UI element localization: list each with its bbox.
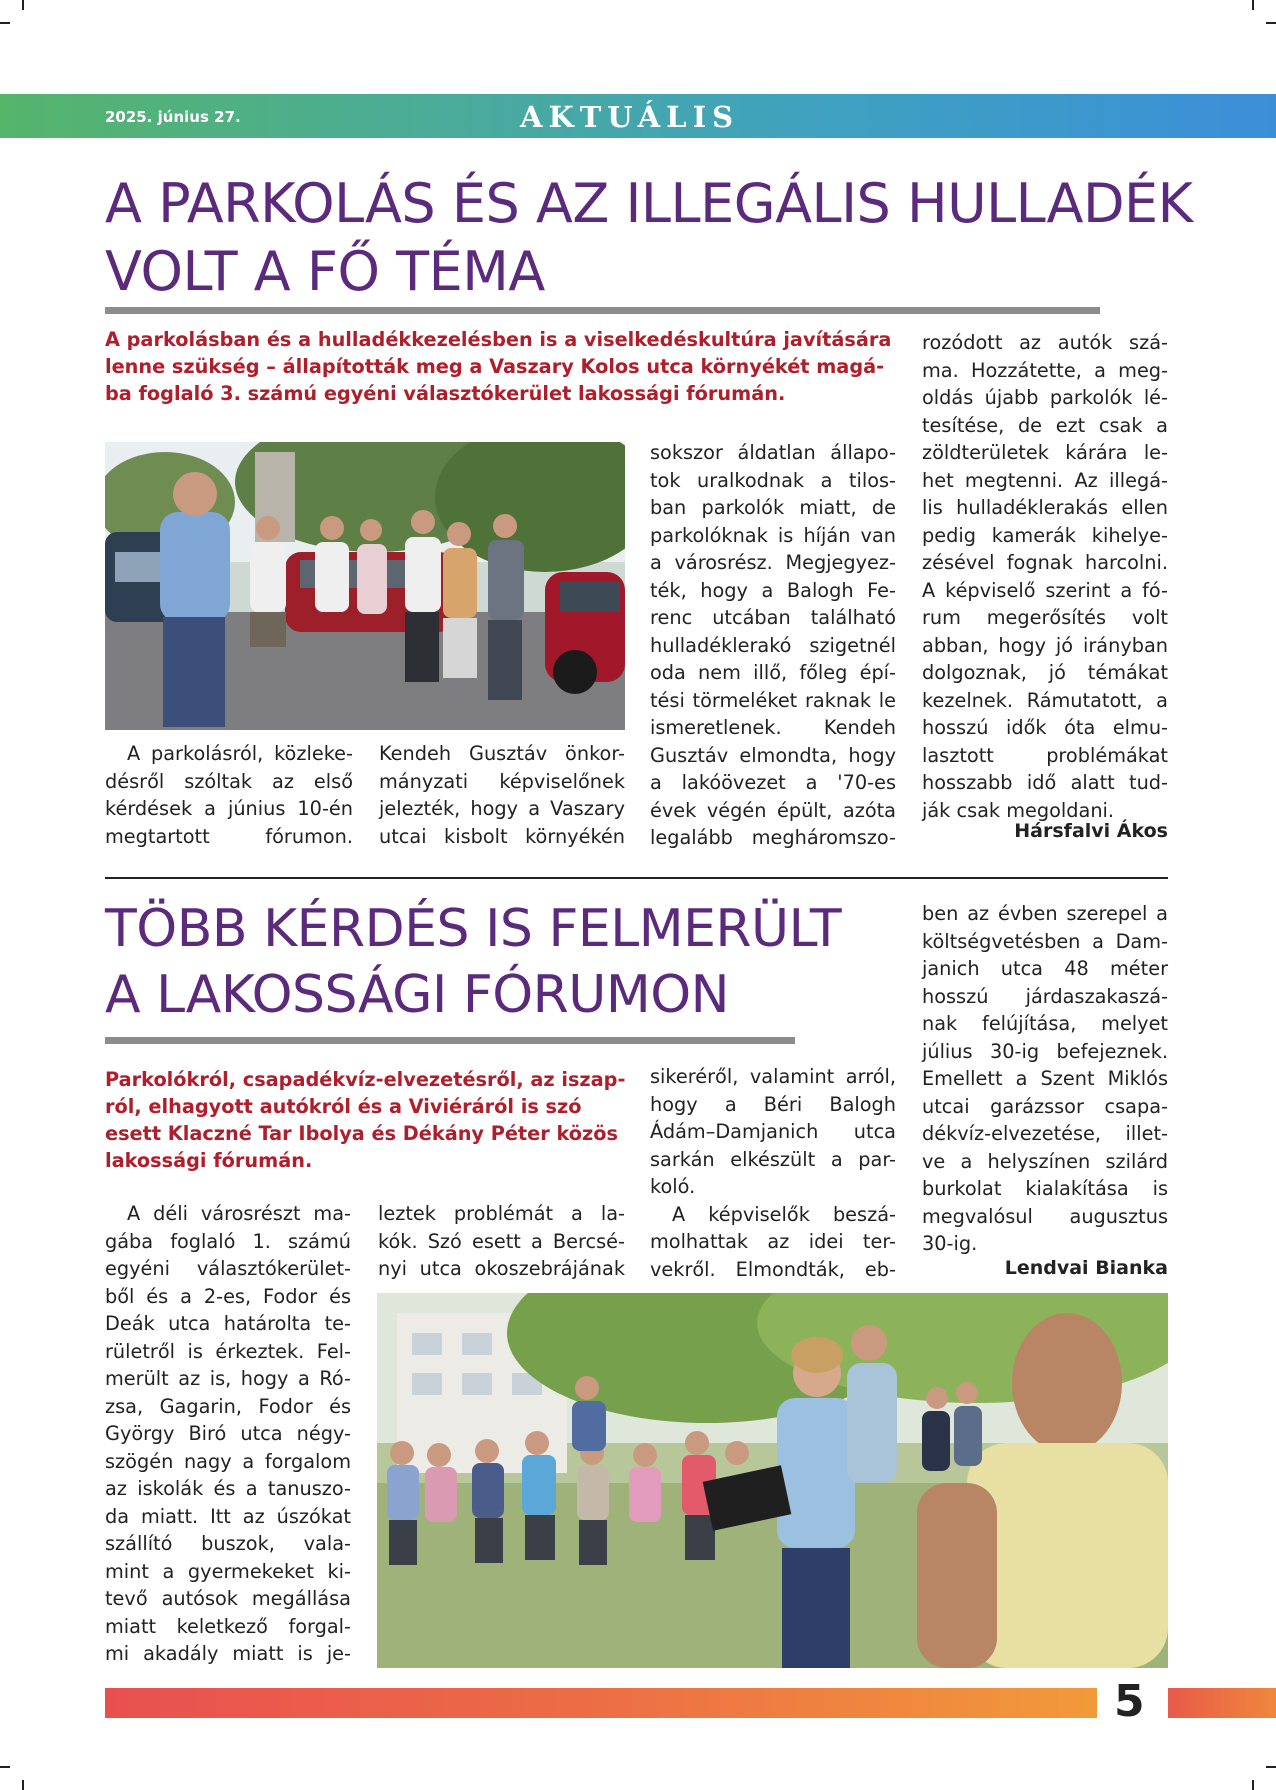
text-line: július 30-ig befejeznek. (922, 1039, 1168, 1063)
text-line: A parkolásról, közleke- (127, 742, 353, 765)
text-line: hulladéklerakó szigetnél (650, 633, 896, 657)
photo-forum-parking (105, 442, 625, 730)
crop-mark-bottom-left (0, 1766, 10, 1768)
text-line: dékvíz-elvezetése, illet- (922, 1122, 1168, 1145)
text-line: sokszor áldatlan állapo- (650, 441, 896, 464)
article2-column-3 (650, 1063, 896, 1283)
article2-column-4 (922, 900, 1168, 1258)
article1-lead (105, 326, 895, 407)
section-title: AKTUÁLIS (520, 100, 740, 134)
text-line: het megtenni. Az illegá- (922, 468, 1168, 492)
text-line: legalább megháromszo- (650, 826, 896, 849)
text-line: renc utcában található (650, 606, 896, 629)
text-line: A déli városrészt ma- (127, 1202, 351, 1225)
text-line: rületről is érkeztek. Fel- (105, 1339, 351, 1363)
text-line: hogy a Béri Balogh (650, 1092, 896, 1116)
crop-mark-bottom-left-v (22, 1780, 24, 1790)
text-line: szállító buszok, vala- (105, 1532, 351, 1555)
text-line: mi akadály miatt is je- (105, 1642, 351, 1665)
text-line: a városrész. Megjegyez- (650, 551, 896, 574)
article2-headline-line: A LAKOSSÁGI FÓRUMON (105, 965, 730, 1025)
text-line: hosszabb idő alatt tud- (922, 771, 1168, 794)
article2-column-2 (378, 1200, 625, 1283)
article2-headline (105, 896, 841, 1028)
text-line: költségvetésben a Dam- (922, 929, 1168, 953)
crop-mark-top-left (0, 22, 10, 24)
crop-mark-bottom-right-v (1252, 1780, 1254, 1790)
text-line: Deák utca határolta te- (105, 1312, 351, 1335)
text-line: koló. (650, 1175, 696, 1198)
lead-line: A parkolásban és a hulladékkezelésben is a viselkedéskultúra javítására (105, 328, 892, 351)
text-line: dolgoznak, jó témákat (922, 661, 1168, 684)
text-line: tési törmeléket raknak le (650, 688, 896, 712)
text-line: oldás újabb parkolók lé- (922, 386, 1168, 409)
text-line: merült az is, hogy a Ró- (105, 1367, 351, 1390)
text-line: az iskolák és a tanuszo- (105, 1477, 351, 1500)
text-line: tesítése, de ezt csak a (922, 413, 1168, 437)
text-line: tevő autósok megállása (105, 1587, 351, 1610)
text-line: a lakóövezet a '70-es (650, 771, 896, 794)
lead-line: ba foglaló 3. számú egyéni választókerület lakossági fórumán. (105, 382, 786, 405)
text-line: désről szóltak az első (105, 769, 353, 793)
article1-title-rule (105, 307, 1100, 314)
text-line: utcai kisbolt környékén (379, 824, 625, 848)
text-line: pedig kamerák kihelye- (922, 523, 1168, 547)
crop-mark-bottom-right (1266, 1766, 1276, 1768)
article1-column-4 (922, 329, 1168, 824)
text-line: miatt keletkező forgal- (105, 1614, 351, 1638)
text-line: ték, hogy a Balogh Fe- (650, 578, 896, 602)
article1-author: Hársfalvi Ákos (1014, 820, 1168, 842)
text-line: zöldterületek kárára le- (922, 441, 1168, 464)
text-line: mint a gyermekeket ki- (105, 1559, 351, 1583)
text-line: A képviselő szerint a fó- (922, 578, 1168, 602)
text-line: ismeretlenek. Kendeh (650, 716, 896, 739)
text-line: parkolóknak is híján van (650, 523, 896, 547)
text-line: oda nem illő, főleg épí- (650, 661, 896, 684)
lead-line: Parkolókról, csapadékvíz-elvezetésről, az iszap- (105, 1068, 626, 1091)
text-line: kók. Szó esett a Bercsé- (378, 1229, 625, 1253)
article1-column-2 (379, 740, 625, 850)
text-line: lis hulladéklerakás ellen (922, 496, 1168, 519)
article1-headline-line: VOLT A FŐ TÉMA (105, 240, 545, 303)
text-line: György Biró utca négy- (105, 1422, 351, 1445)
text-line: gába foglaló 1. számú (105, 1229, 351, 1253)
lead-line: esett Klaczné Tar Ibolya és Dékány Péter közös (105, 1122, 618, 1145)
article2-headline-line: TÖBB KÉRDÉS IS FELMERÜLT (105, 899, 842, 959)
article2-title-rule (105, 1037, 795, 1044)
article2-photo (377, 1293, 1168, 1668)
text-line: leztek problémát a la- (378, 1202, 625, 1225)
text-line: Emellett a Szent Miklós (922, 1067, 1168, 1090)
text-line: jelezték, hogy a Vaszary (379, 797, 625, 820)
footer-bar-left (105, 1688, 1097, 1718)
text-line: ják csak megoldani. (922, 798, 1115, 822)
text-line: sarkán elkészült a par- (650, 1147, 896, 1171)
text-line: da miatt. Itt az úszókat (105, 1504, 351, 1528)
text-line: ből és a 2-es, Fodor és (105, 1284, 351, 1308)
text-line: ma. Hozzátette, a meg- (922, 358, 1168, 382)
crop-mark-top-right-v (1252, 0, 1254, 10)
text-line: rozódott az autók szá- (922, 331, 1168, 354)
text-line: hosszú idők óta elmu- (922, 716, 1168, 739)
article2-column-1 (105, 1200, 351, 1668)
footer-bar-right (1168, 1688, 1276, 1718)
article1-photo (105, 442, 625, 730)
page-number: 5 (1114, 1676, 1145, 1727)
text-line: kérdések a június 10-én (105, 797, 353, 820)
text-line: tok uralkodnak a tilos- (650, 468, 896, 492)
text-line: vekről. Elmondták, eb- (650, 1257, 896, 1281)
text-line: 30-ig. (922, 1232, 978, 1255)
text-line: ban parkolók miatt, de (650, 496, 896, 519)
text-line: nyi utca okoszebrájának (378, 1257, 625, 1280)
text-line: sikeréről, valamint arról, (650, 1065, 896, 1088)
article1-headline-line: A PARKOLÁS ÉS AZ ILLEGÁLIS HULLADÉK (105, 172, 1193, 235)
article-separator (105, 877, 1168, 879)
article2-lead (105, 1066, 625, 1174)
text-line: rum megerősítés volt (922, 606, 1168, 629)
text-line: Ádám–Damjanich utca (650, 1120, 896, 1143)
lead-line: lenne szükség – állapították meg a Vaszary Kolos utca környékét magá- (105, 355, 885, 378)
text-line: zésével fognak harcolni. (922, 551, 1168, 574)
lead-line: ról, elhagyott autókról és a Viviéráról is szó (105, 1095, 582, 1118)
text-line: Kendeh Gusztáv önkor- (379, 742, 625, 765)
text-line: burkolat kialakítása is (922, 1177, 1168, 1200)
text-line: évek végén épült, azóta (650, 798, 896, 822)
text-line: lasztott problémákat (922, 743, 1168, 767)
text-line: ben az évben szerepel a (922, 902, 1168, 925)
article2-author: Lendvai Bianka (1004, 1257, 1168, 1279)
text-line: nak felújítása, melyet (922, 1012, 1168, 1035)
text-line: utcai garázssor csapa- (922, 1094, 1168, 1118)
text-line: mányzati képviselőnek (379, 769, 625, 793)
text-line: abban, hogy jó irányban (922, 633, 1168, 657)
text-line: hosszú járdaszakaszá- (922, 984, 1168, 1008)
photo-forum-outdoor (377, 1293, 1168, 1668)
text-line: megvalósul augusztus (922, 1204, 1168, 1228)
text-line: szögén nagy a forgalom (105, 1449, 351, 1473)
issue-date: 2025. június 27. (105, 108, 241, 126)
text-line: megtartott fórumon. (105, 824, 353, 848)
lead-line: lakossági fórumán. (105, 1149, 313, 1172)
crop-mark-top-right (1266, 22, 1276, 24)
text-line: Gusztáv elmondta, hogy (650, 743, 896, 767)
text-line: molhattak az idei ter- (650, 1230, 896, 1253)
text-line: kezelnek. Rámutatott, a (922, 688, 1168, 712)
article1-column-1 (105, 740, 353, 850)
text-line: ve a helyszínen szilárd (922, 1149, 1168, 1173)
article1-column-3 (650, 439, 896, 852)
text-line: A képviselők beszá- (672, 1202, 896, 1226)
crop-mark-top-left-v (22, 0, 24, 10)
text-line: janich utca 48 méter (922, 957, 1168, 980)
text-line: zsa, Gagarin, Fodor és (105, 1394, 351, 1418)
text-line: egyéni választókerület- (105, 1257, 351, 1280)
article1-headline (105, 170, 1193, 306)
